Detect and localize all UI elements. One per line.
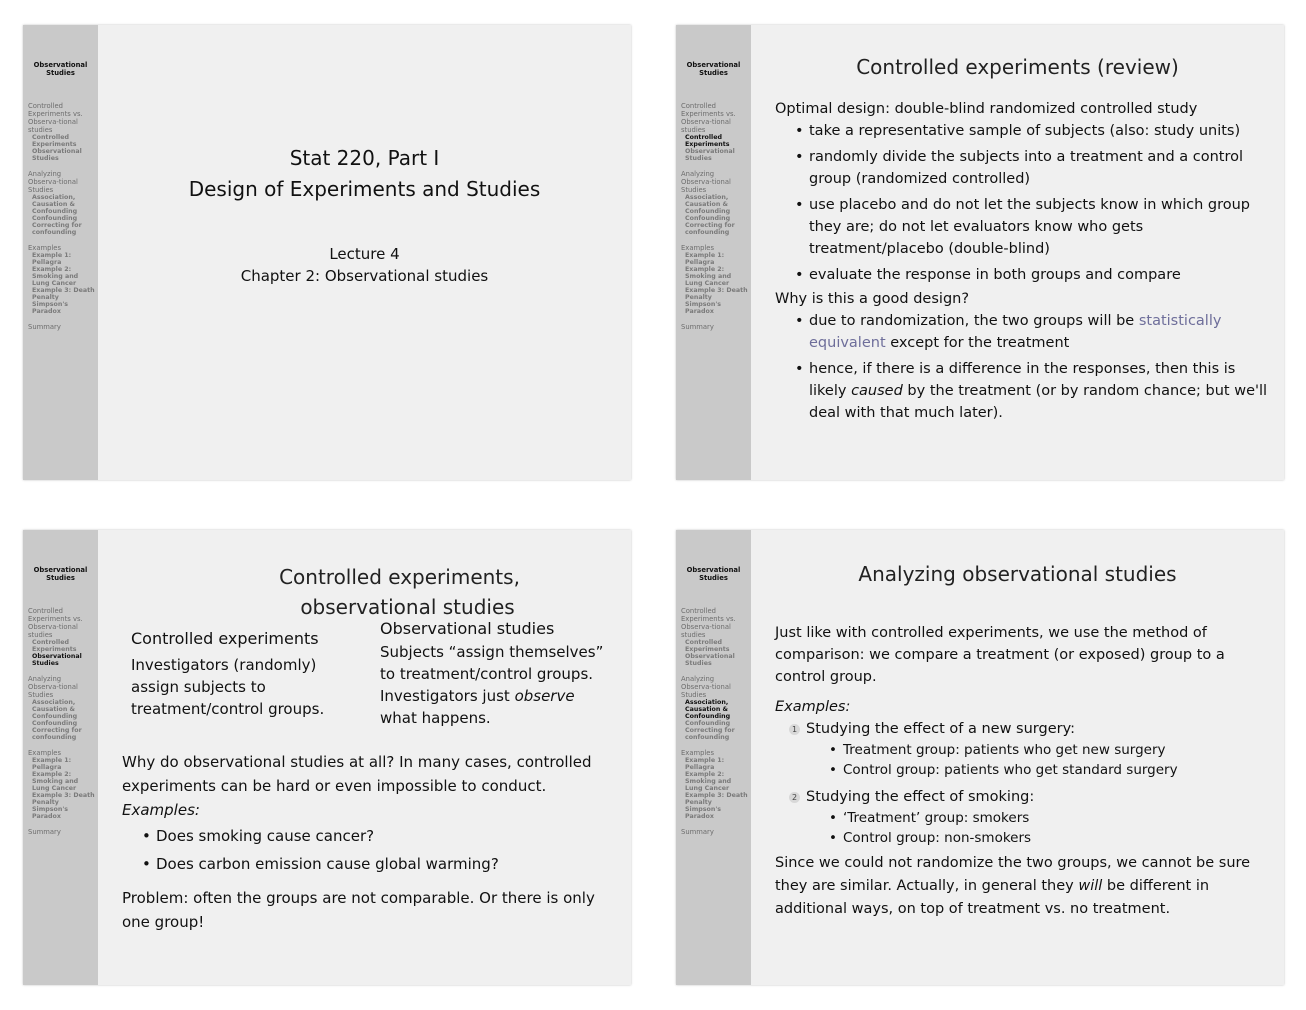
examples-text: Examples: xyxy=(122,801,200,819)
sidebar-section-3[interactable]: Examples xyxy=(681,749,715,757)
sidebar-section-3[interactable]: Examples xyxy=(681,244,715,252)
list-item: • randomly divide the subjects into a treatment and a control group (randomized controlled) xyxy=(791,146,1268,190)
sidebar-subsection[interactable]: Confounding xyxy=(685,720,731,727)
sidebar-subsection[interactable]: Simpson's Paradox xyxy=(685,806,721,820)
column-body xyxy=(380,641,610,729)
list-item xyxy=(791,310,1268,354)
sidebar-subsection[interactable]: Example 1: Pellagra xyxy=(32,252,72,266)
sidebar-section-1[interactable]: Controlled Experiments vs. Observa-tional studies xyxy=(28,102,83,134)
sidebar-subsection[interactable]: Controlled Experiments xyxy=(32,134,77,148)
sidebar-subsection[interactable]: Controlled Experiments xyxy=(32,639,77,653)
sidebar-subsection[interactable]: Example 2: Smoking and Lung Cancer xyxy=(685,771,732,792)
sidebar-section-2[interactable]: Analyzing Observa-tional Studies xyxy=(28,675,78,699)
sidebar-subsection[interactable]: Example 3: Death Penalty xyxy=(685,287,748,301)
sidebar-subsection[interactable]: Observational Studies xyxy=(32,148,82,162)
sidebar-section-3[interactable]: Examples xyxy=(28,749,62,757)
list-item: • Does smoking cause cancer? xyxy=(138,824,607,848)
text-segment: Subjects “assign themselves” to treatment/control groups. Investigators just xyxy=(380,643,604,705)
navigation-sidebar xyxy=(23,530,98,985)
enum-item xyxy=(789,786,1256,808)
text-segment: be different in additional ways, on top of treatment vs. no treatment. xyxy=(775,878,1210,917)
sub-list-item: • Control group: patients who get standard surgery xyxy=(825,760,1256,780)
column-observational xyxy=(380,618,610,729)
sidebar-section-4[interactable]: Summary xyxy=(681,323,714,331)
examples-label xyxy=(122,798,607,822)
sidebar-subsection[interactable]: Example 1: Pellagra xyxy=(685,252,725,266)
slide-2 xyxy=(676,25,1284,480)
sidebar-subsection[interactable]: Simpson's Paradox xyxy=(32,301,68,315)
enum-label: Studying the effect of a new surgery: xyxy=(806,721,1076,737)
text-segment: except for the treatment xyxy=(885,335,1070,351)
sub-list xyxy=(825,740,1256,780)
text-segment: by the treatment (or by random chance; but we'll deal with that much later). xyxy=(809,383,1268,421)
sidebar-subsection[interactable]: Example 3: Death Penalty xyxy=(685,792,748,806)
why-question: Why is this a good design? xyxy=(775,291,970,307)
sidebar-subsection[interactable]: Example 1: Pellagra xyxy=(32,757,72,771)
sidebar-title[interactable]: Observational Studies xyxy=(686,566,741,582)
enumerated-list xyxy=(789,718,1256,848)
sidebar-subsection[interactable]: Controlled Experiments xyxy=(685,639,730,653)
sidebar-section-4[interactable]: Summary xyxy=(28,828,61,836)
lecture-label: Lecture 4 xyxy=(329,245,400,263)
problem-paragraph: Problem: often the groups are not comparable. Or there is only one group! xyxy=(122,889,595,931)
intro-paragraph: Just like with controlled experiments, we use the method of comparison: we compare a treatment (or exposed) group to a control group. xyxy=(775,625,1225,685)
sidebar-subsection-active[interactable]: Association, Causation & Confounding xyxy=(685,699,731,720)
sidebar-section-4[interactable]: Summary xyxy=(681,828,714,836)
sidebar-subsection[interactable]: Example 3: Death Penalty xyxy=(32,792,95,806)
number-badge: 2 xyxy=(789,792,800,803)
sidebar-subsection[interactable]: Example 1: Pellagra xyxy=(685,757,725,771)
highlight-text: statistically equivalent xyxy=(809,313,1222,351)
list-item: • take a representative sample of subjects (also: study units) xyxy=(791,120,1268,142)
frame-title: Analyzing observational studies xyxy=(858,562,1177,586)
column-heading: Observational studies xyxy=(380,619,555,638)
sidebar-section-1[interactable]: Controlled Experiments vs. Observa-tional studies xyxy=(681,607,736,639)
slide-content xyxy=(98,530,631,985)
examples-text: Examples: xyxy=(775,699,851,715)
sidebar-subsection[interactable]: Example 3: Death Penalty xyxy=(32,287,95,301)
text-segment: due to randomization, the two groups will be xyxy=(809,313,1139,329)
enum-item xyxy=(789,718,1256,740)
frame-title xyxy=(208,562,591,622)
sidebar-title[interactable]: Observational Studies xyxy=(33,61,88,77)
text-segment: what happens. xyxy=(380,709,491,727)
navigation-sidebar xyxy=(676,25,751,480)
slide-content xyxy=(751,25,1284,480)
sidebar-subsection[interactable]: Confounding xyxy=(32,215,78,222)
slide-1 xyxy=(23,25,631,480)
sidebar-title[interactable]: Observational Studies xyxy=(33,566,88,582)
navigation-sidebar xyxy=(676,530,751,985)
sub-list-item: • ‘Treatment’ group: smokers xyxy=(825,808,1256,828)
enum-label: Studying the effect of smoking: xyxy=(806,789,1035,805)
sidebar-section-4[interactable]: Summary xyxy=(28,323,61,331)
emphasis-text: caused xyxy=(851,383,903,399)
sidebar-subsection[interactable]: Observational Studies xyxy=(685,653,735,667)
design-list xyxy=(791,120,1268,286)
sidebar-subsection-active[interactable]: Controlled Experiments xyxy=(685,134,730,148)
sidebar-subsection[interactable]: Observational Studies xyxy=(685,148,735,162)
examples-label xyxy=(775,696,1256,718)
sidebar-subsection[interactable]: Example 2: Smoking and Lung Cancer xyxy=(32,771,79,792)
sidebar-subsection[interactable]: Correcting for confounding xyxy=(32,727,82,741)
emphasis-text: observe xyxy=(514,687,575,705)
list-item: • evaluate the response in both groups and compare xyxy=(791,264,1268,286)
sidebar-subsection[interactable]: Correcting for confounding xyxy=(32,222,82,236)
examples-list xyxy=(138,824,607,876)
title-line-2: observational studies xyxy=(300,595,515,619)
title-line-1: Stat 220, Part I xyxy=(289,146,440,170)
emphasis-text: will xyxy=(1078,878,1103,894)
sidebar-subsection[interactable]: Confounding xyxy=(32,720,78,727)
sidebar-subsection[interactable]: Simpson's Paradox xyxy=(685,301,721,315)
sub-list-item: • Control group: non-smokers xyxy=(825,828,1256,848)
sidebar-subsection[interactable]: Association, Causation & Confounding xyxy=(32,699,78,720)
slide-4 xyxy=(676,530,1284,985)
column-body: Investigators (randomly) assign subjects to treatment/control groups. xyxy=(131,656,325,718)
sub-list-item: • Treatment group: patients who get new surgery xyxy=(825,740,1256,760)
sidebar-section-1[interactable]: Controlled Experiments vs. Observa-tional studies xyxy=(28,607,83,639)
sidebar-subsection[interactable]: Association, Causation & Confounding xyxy=(685,194,731,215)
navigation-sidebar xyxy=(23,25,98,480)
sidebar-subsection[interactable]: Simpson's Paradox xyxy=(32,806,68,820)
text-segment: hence, if there is a difference in the responses, then this is likely xyxy=(809,361,1236,399)
sidebar-section-2[interactable]: Analyzing Observa-tional Studies xyxy=(28,170,78,194)
sidebar-subsection[interactable]: Example 2: Smoking and Lung Cancer xyxy=(32,266,79,287)
sidebar-section-3[interactable]: Examples xyxy=(28,244,62,252)
sidebar-subsection[interactable]: Example 2: Smoking and Lung Cancer xyxy=(685,266,732,287)
list-item xyxy=(791,358,1268,424)
slide-3 xyxy=(23,530,631,985)
sidebar-section-2[interactable]: Analyzing Observa-tional Studies xyxy=(681,675,731,699)
intro-text: Optimal design: double-blind randomized controlled study xyxy=(775,101,1198,117)
title-line-1: Controlled experiments, xyxy=(279,565,520,589)
slide-body xyxy=(775,98,1268,424)
sidebar-title[interactable]: Observational Studies xyxy=(686,61,741,77)
column-heading: Controlled experiments xyxy=(131,629,319,648)
sidebar-subsection[interactable]: Correcting for confounding xyxy=(685,727,735,741)
frame-title: Controlled experiments (review) xyxy=(856,55,1179,79)
why-paragraph: Why do observational studies at all? In many cases, controlled experiments can be hard or even impossible to conduct. xyxy=(122,753,592,795)
sidebar-subsection[interactable]: Association, Causation & Confounding xyxy=(32,194,78,215)
sidebar-subsection-active[interactable]: Observational Studies xyxy=(32,653,82,667)
slide-title xyxy=(98,143,631,205)
text-segment: Since we could not randomize the two groups, we cannot be sure they are similar. Actually, in general they xyxy=(775,855,1251,894)
sidebar-section-2[interactable]: Analyzing Observa-tional Studies xyxy=(681,170,731,194)
list-item: • use placebo and do not let the subjects know in which group they are; do not let evaluators know who gets treatment/placebo (double-blind) xyxy=(791,194,1268,260)
slide-content xyxy=(98,25,631,480)
chapter-label: Chapter 2: Observational studies xyxy=(240,267,489,285)
closing-paragraph xyxy=(775,852,1256,921)
reasons-list xyxy=(791,310,1268,424)
slide-content xyxy=(751,530,1284,985)
sidebar-section-1[interactable]: Controlled Experiments vs. Observa-tional studies xyxy=(681,102,736,134)
title-line-2: Design of Experiments and Studies xyxy=(188,177,541,201)
column-controlled xyxy=(131,628,346,720)
list-item: • Does carbon emission cause global warming? xyxy=(138,852,607,876)
sub-list xyxy=(825,808,1256,848)
subtitle xyxy=(98,243,631,287)
number-badge: 1 xyxy=(789,724,800,735)
sidebar-subsection[interactable]: Confounding xyxy=(685,215,731,222)
sidebar-subsection[interactable]: Correcting for confounding xyxy=(685,222,735,236)
slide-body xyxy=(122,750,607,934)
slide-body xyxy=(775,622,1256,921)
